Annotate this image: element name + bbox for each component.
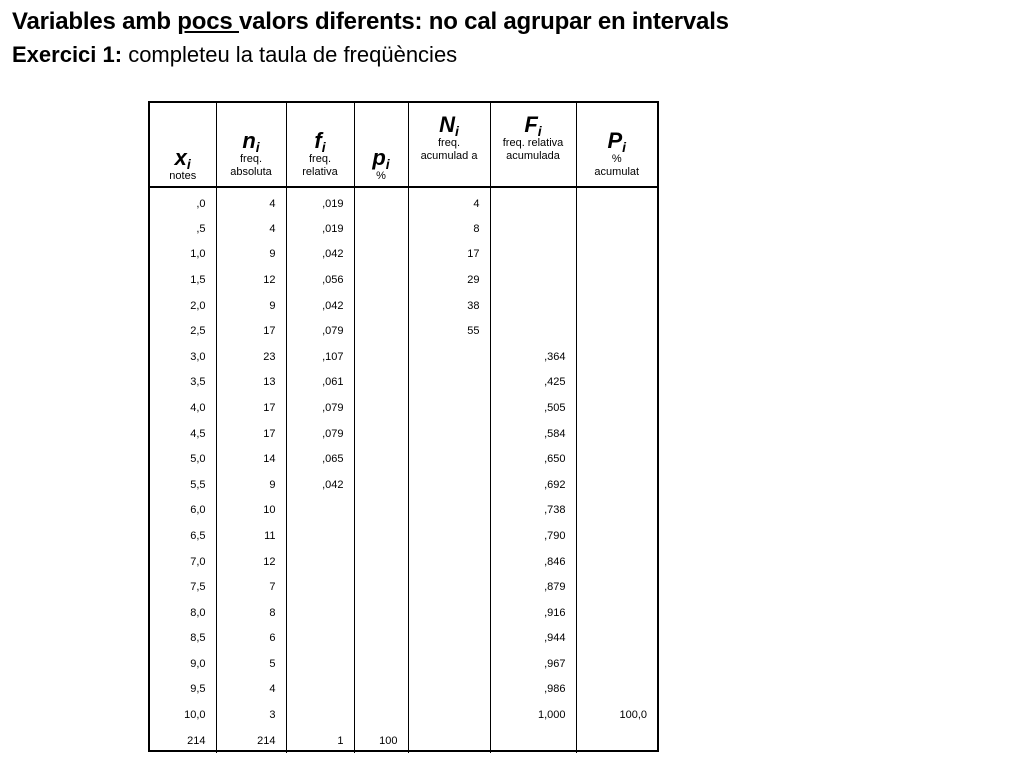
table-cell: 6 [216,626,286,652]
header-Fi-desc: freq. relativa acumulada [502,137,564,162]
table-cell: ,846 [490,549,576,575]
table-cell [286,626,354,652]
table-cell: ,986 [490,677,576,703]
table-row [150,267,657,293]
table-cell: 11 [216,523,286,549]
table-row [150,370,657,396]
table-cell: ,019 [286,216,354,242]
table-cell: 9,5 [150,677,216,703]
table-cell [490,242,576,268]
table-row [150,293,657,319]
table-cell: 8,0 [150,600,216,626]
table-cell [286,498,354,524]
table-cell: 14 [216,446,286,472]
table-cell: 29 [408,267,490,293]
table-cell: 4 [216,216,286,242]
table-cell: 1,0 [150,242,216,268]
table-cell [408,702,490,728]
table-cell: 5 [216,651,286,677]
table-cell: 8 [216,600,286,626]
table-cell [354,677,408,703]
table-cell [354,318,408,344]
table-cell: 1 [286,728,354,754]
table-cell [354,293,408,319]
table-cell [408,446,490,472]
table-cell [576,549,657,575]
table-row [150,344,657,370]
table-row [150,677,657,703]
header-Pi-desc: % acumulat [594,152,640,178]
table-cell [354,600,408,626]
table-cell: ,042 [286,242,354,268]
table-cell: 4 [216,677,286,703]
table-cell [354,267,408,293]
table-cell: 17 [216,395,286,421]
table-row [150,421,657,447]
table-cell [408,651,490,677]
table-cell: ,425 [490,370,576,396]
table-cell: 4 [408,187,490,216]
table-cell: 4,5 [150,421,216,447]
header-Fi: $F_i$ freq. relativa acumulada [490,103,576,187]
table-cell [490,267,576,293]
table-cell: 7,5 [150,574,216,600]
table-cell [354,626,408,652]
header-Ni: $N_i$ freq. acumulad a [408,103,490,187]
table-cell [490,187,576,216]
title-part-2: valors diferents: no cal agrupar en intervals [238,8,729,35]
table-cell: 10 [216,498,286,524]
table-cell: 17 [216,421,286,447]
table-body [150,187,657,753]
slide-title [12,8,729,36]
header-Pi: $P_i$ % acumulat [576,103,657,187]
table-cell [354,574,408,600]
table-cell [354,549,408,575]
table-cell: 17 [408,242,490,268]
table-row [150,549,657,575]
header-pi: $p_i$ % [354,103,408,187]
table-row [150,318,657,344]
table-row [150,242,657,268]
table-row [150,626,657,652]
table-cell [576,446,657,472]
table-cell: 23 [216,344,286,370]
table-cell [286,600,354,626]
table-cell [576,574,657,600]
table-cell [354,446,408,472]
table-cell [354,216,408,242]
table-cell: ,650 [490,446,576,472]
header-ni-desc: freq. absoluta [230,152,272,178]
table-cell [576,370,657,396]
table-cell: ,079 [286,421,354,447]
header-fi: $f_i$ freq. relativa [286,103,354,187]
table-cell [408,370,490,396]
table-cell: 2,5 [150,318,216,344]
table-cell [408,421,490,447]
table-cell: 10,0 [150,702,216,728]
table-cell [408,600,490,626]
table-cell: 1,000 [490,702,576,728]
table-cell: 5,0 [150,446,216,472]
table-cell [286,677,354,703]
table-cell [490,216,576,242]
table-cell: 8 [408,216,490,242]
exercise-text: completeu la taula de freqüències [122,42,458,67]
table-row [150,651,657,677]
table-cell: ,0 [150,187,216,216]
table-cell: 100 [354,728,408,754]
table-cell [354,523,408,549]
table-row [150,187,657,216]
table-cell [354,187,408,216]
table-row [150,523,657,549]
table-cell: ,042 [286,472,354,498]
table-cell [576,242,657,268]
table-cell [576,344,657,370]
title-part-1: Variables amb [12,8,178,35]
table-cell: ,079 [286,395,354,421]
table-cell: ,967 [490,651,576,677]
table-cell [408,677,490,703]
table-header-row [150,103,657,187]
table-cell: 214 [216,728,286,754]
table-cell [576,395,657,421]
table-cell: ,019 [286,187,354,216]
exercise-instruction [12,42,457,68]
table-cell [408,472,490,498]
table-cell [576,421,657,447]
table-cell: ,738 [490,498,576,524]
table-cell [576,498,657,524]
exercise-label: Exercici 1: [12,42,123,67]
table-cell: ,916 [490,600,576,626]
table-row [150,395,657,421]
table-cell [354,702,408,728]
table-cell: ,505 [490,395,576,421]
table-cell: ,944 [490,626,576,652]
table-cell: ,364 [490,344,576,370]
table-cell [408,549,490,575]
table-cell [490,293,576,319]
table-cell: 7,0 [150,549,216,575]
table-cell: 3 [216,702,286,728]
table-cell [408,523,490,549]
table-cell: ,5 [150,216,216,242]
table-cell [576,626,657,652]
table-cell: 6,5 [150,523,216,549]
table-cell [576,651,657,677]
table-row [150,498,657,524]
table-cell [490,728,576,754]
table-cell: 9 [216,242,286,268]
table-cell: 1,5 [150,267,216,293]
table-cell: 3,0 [150,344,216,370]
table-row [150,728,657,754]
table-cell: 214 [150,728,216,754]
table-cell [354,472,408,498]
table-cell [576,728,657,754]
table-cell [286,549,354,575]
table-cell: 17 [216,318,286,344]
table-cell: 12 [216,267,286,293]
table-cell [576,523,657,549]
header-pi-desc: % [376,170,386,182]
table-cell [408,574,490,600]
table-cell: ,692 [490,472,576,498]
header-Ni-desc: freq. acumulad a [420,137,478,162]
table-cell [408,344,490,370]
table-cell: 12 [216,549,286,575]
table-cell [576,267,657,293]
table-row [150,702,657,728]
table-cell: ,061 [286,370,354,396]
table-cell [354,242,408,268]
title-underlined-word: pocs [177,8,239,35]
table-cell: ,065 [286,446,354,472]
table-cell [286,523,354,549]
table-cell: 8,5 [150,626,216,652]
table-cell [576,187,657,216]
table-cell: 9 [216,472,286,498]
table-cell: ,584 [490,421,576,447]
table-cell: ,107 [286,344,354,370]
header-xi-desc: notes [169,170,197,182]
table-cell: 55 [408,318,490,344]
table-cell [408,498,490,524]
table-cell: 2,0 [150,293,216,319]
table-cell: 13 [216,370,286,396]
table-cell: 100,0 [619,709,647,722]
table-row [150,574,657,600]
table-row [150,600,657,626]
table-cell [490,318,576,344]
header-ni: $n_i$ freq. absoluta [216,103,286,187]
table-row [150,446,657,472]
frequency-table [150,103,657,753]
table-cell [576,472,657,498]
table-cell [576,216,657,242]
table-cell [286,702,354,728]
table-cell: 4,0 [150,395,216,421]
table-cell [408,626,490,652]
table-cell [576,318,657,344]
table-cell [286,651,354,677]
table-cell: 6,0 [150,498,216,524]
table-cell [354,498,408,524]
table-cell: ,079 [286,318,354,344]
table-cell: 9,0 [150,651,216,677]
table-cell: 38 [408,293,490,319]
table-cell [354,344,408,370]
table-cell [354,395,408,421]
table-cell: 9 [216,293,286,319]
header-fi-desc: freq. relativa [302,152,338,178]
header-xi: $x_i$ notes [150,103,216,187]
table-cell [354,421,408,447]
table-cell: ,042 [286,293,354,319]
table-cell [408,728,490,754]
table-cell: 7 [216,574,286,600]
table-row [150,472,657,498]
table-cell: ,879 [490,574,576,600]
table-cell [576,600,657,626]
table-cell [576,293,657,319]
table-cell [354,370,408,396]
frequency-table-frame [148,101,659,752]
table-cell [408,395,490,421]
table-cell [354,651,408,677]
table-cell: 4 [216,187,286,216]
table-cell: 5,5 [150,472,216,498]
table-cell [286,574,354,600]
table-cell: 3,5 [150,370,216,396]
table-cell [576,677,657,703]
table-cell: ,790 [490,523,576,549]
table-cell: ,056 [286,267,354,293]
table-row [150,216,657,242]
